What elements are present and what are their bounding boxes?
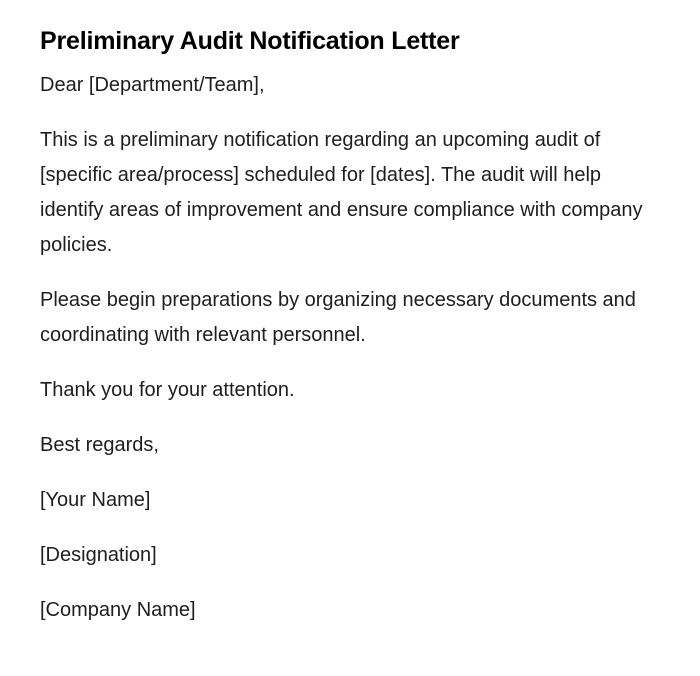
letter-title: Preliminary Audit Notification Letter — [40, 27, 460, 55]
closing: Best regards, — [40, 434, 159, 456]
body-paragraph-2: Please begin preparations by organizing necessary documents and coordinating with relevant personnel. — [40, 289, 636, 346]
signature-name: [Your Name] — [40, 489, 151, 511]
body-paragraph-1: This is a preliminary notification regarding an upcoming audit of [specific area/process] scheduled for [dates]. The audit will help identify areas of improvement and ensure compliance with company policies. — [40, 129, 643, 256]
salutation: Dear [Department/Team], — [40, 74, 265, 96]
body-paragraph-3: Thank you for your attention. — [40, 379, 295, 401]
signature-company: [Company Name] — [40, 599, 196, 621]
signature-designation: [Designation] — [40, 544, 157, 566]
